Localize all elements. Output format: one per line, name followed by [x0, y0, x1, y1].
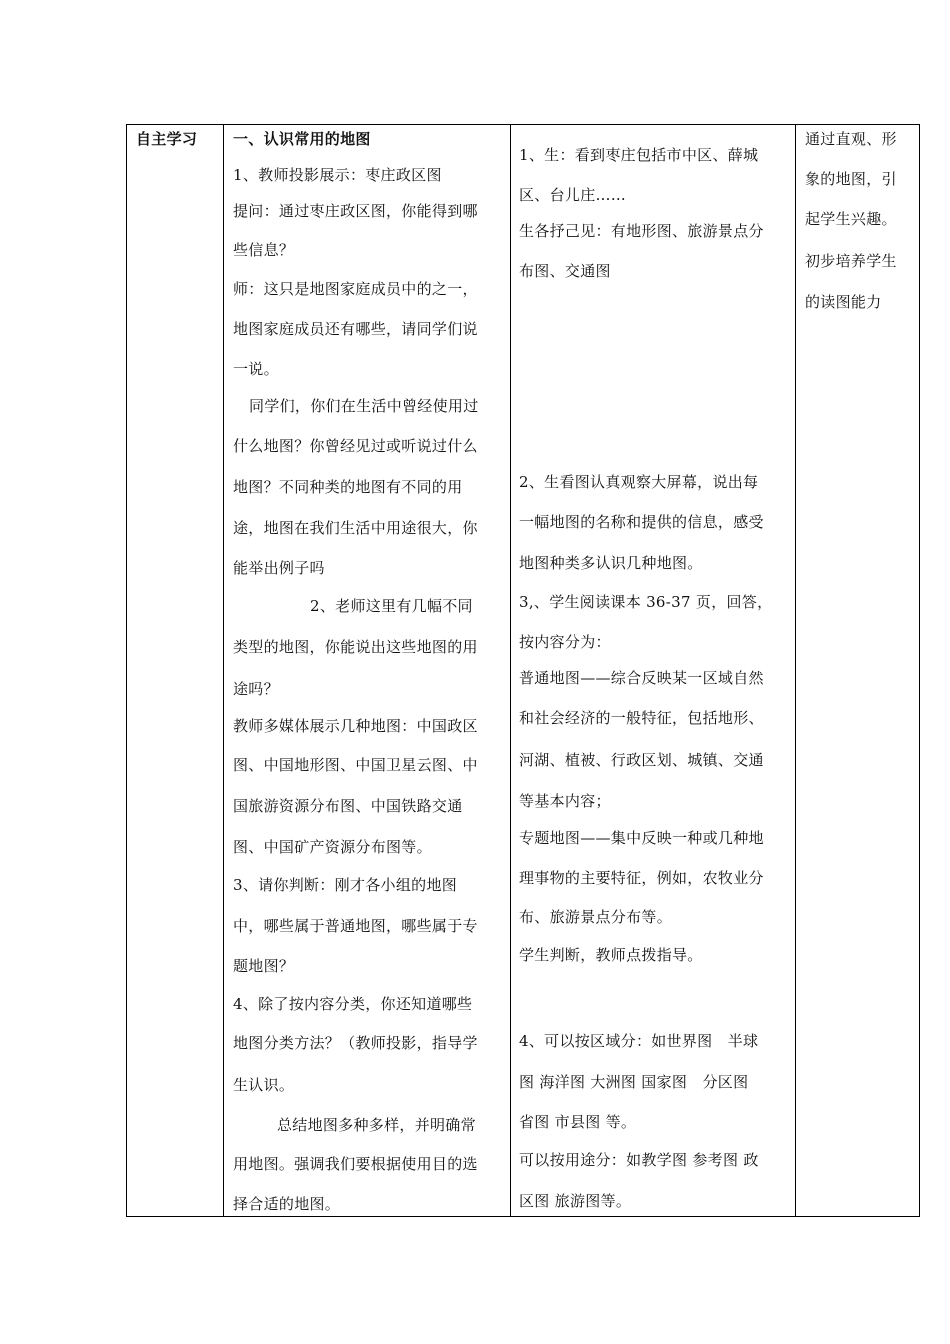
text-line: 提问：通过枣庄政区图，你能得到哪 — [233, 202, 478, 220]
lesson-table — [126, 124, 920, 1217]
text-line: 图、中国地形图、中国卫星云图、中 — [233, 756, 478, 774]
text-line: 象的地图，引 — [805, 170, 897, 188]
text-line: 4、可以按区域分：如世界图 半球 — [519, 1032, 759, 1050]
text-line: 图 海洋图 大洲图 国家图 分区图 — [519, 1073, 749, 1091]
text-line: 地图？不同种类的地图有不同的用 — [233, 478, 463, 496]
text-line: 通过直观、形 — [805, 130, 897, 148]
text-line: 途吗？ — [233, 680, 279, 698]
text-line: 生各抒己见：有地形图、旅游景点分 — [519, 222, 764, 240]
text-line: 1、教师投影展示：枣庄政区图 — [233, 166, 442, 184]
column-divider — [510, 125, 511, 1216]
text-line: 地图分类方法？（教师投影，指导学 — [233, 1034, 478, 1052]
text-line: 教师多媒体展示几种地图：中国政区 — [233, 717, 478, 735]
text-line: 国旅游资源分布图、中国铁路交通 — [233, 797, 463, 815]
text-line: 师：这只是地图家庭成员中的之一， — [233, 280, 478, 298]
text-line: 区图 旅游图等。 — [519, 1192, 632, 1210]
text-line: 同学们，你们在生活中曾经使用过 — [249, 397, 479, 415]
text-line: 一说。 — [233, 360, 279, 378]
text-line: 理事物的主要特征，例如，农牧业分 — [519, 869, 764, 887]
text-line: 3,、学生阅读课本 36-37 页，回答， — [519, 593, 773, 611]
text-line: 按内容分为： — [519, 633, 611, 651]
text-line: 一幅地图的名称和提供的信息，感受 — [519, 513, 764, 531]
text-line: 3、请你判断：刚才各小组的地图 — [233, 876, 458, 894]
text-line: 河湖、植被、行政区划、城镇、交通 — [519, 751, 764, 769]
text-line: 图、中国矿产资源分布图等。 — [233, 838, 432, 856]
text-line: 途，地图在我们生活中用途很大，你 — [233, 519, 478, 537]
text-line: 的读图能力 — [805, 293, 882, 311]
text-line: 2、老师这里有几幅不同 — [310, 597, 473, 615]
section-heading: 一、认识常用的地图 — [233, 130, 371, 148]
section-label: 自主学习 — [136, 130, 198, 148]
text-line: 什么地图？你曾经见过或听说过什么 — [233, 437, 478, 455]
text-line: 布、旅游景点分布等。 — [519, 908, 673, 926]
text-line: 等基本内容； — [519, 792, 611, 810]
column-divider — [795, 125, 796, 1216]
text-line: 能举出例子吗 — [233, 559, 325, 577]
column-divider — [223, 125, 224, 1216]
text-line: 题地图？ — [233, 957, 295, 975]
text-line: 类型的地图，你能说出这些地图的用 — [233, 638, 478, 656]
text-line: 初步培养学生 — [805, 252, 897, 270]
text-line: 1、生：看到枣庄包括市中区、薛城 — [519, 146, 759, 164]
text-line: 些信息？ — [233, 241, 295, 259]
text-line: 中，哪些属于普通地图，哪些属于专 — [233, 917, 478, 935]
text-line: 4、除了按内容分类，你还知道哪些 — [233, 995, 473, 1013]
text-line: 总结地图多种多样，并明确常 — [277, 1116, 476, 1134]
text-line: 学生判断，教师点拨指导。 — [519, 946, 703, 964]
text-line: 可以按用途分：如教学图 参考图 政 — [519, 1151, 759, 1169]
text-line: 生认识。 — [233, 1076, 295, 1094]
text-line: 布图、交通图 — [519, 262, 611, 280]
text-line: 区、台儿庄…… — [519, 186, 627, 204]
text-line: 用地图。强调我们要根据使用目的选 — [233, 1155, 478, 1173]
text-line: 地图家庭成员还有哪些，请同学们说 — [233, 320, 478, 338]
text-line: 普通地图——综合反映某一区域自然 — [519, 669, 764, 687]
text-line: 2、生看图认真观察大屏幕，说出每 — [519, 473, 759, 491]
text-line: 地图种类多认识几种地图。 — [519, 554, 703, 572]
text-line: 择合适的地图。 — [233, 1195, 341, 1213]
text-line: 起学生兴趣。 — [805, 210, 897, 228]
text-line: 和社会经济的一般特征，包括地形、 — [519, 709, 764, 727]
text-line: 省图 市县图 等。 — [519, 1113, 637, 1131]
text-line: 专题地图——集中反映一种或几种地 — [519, 829, 764, 847]
